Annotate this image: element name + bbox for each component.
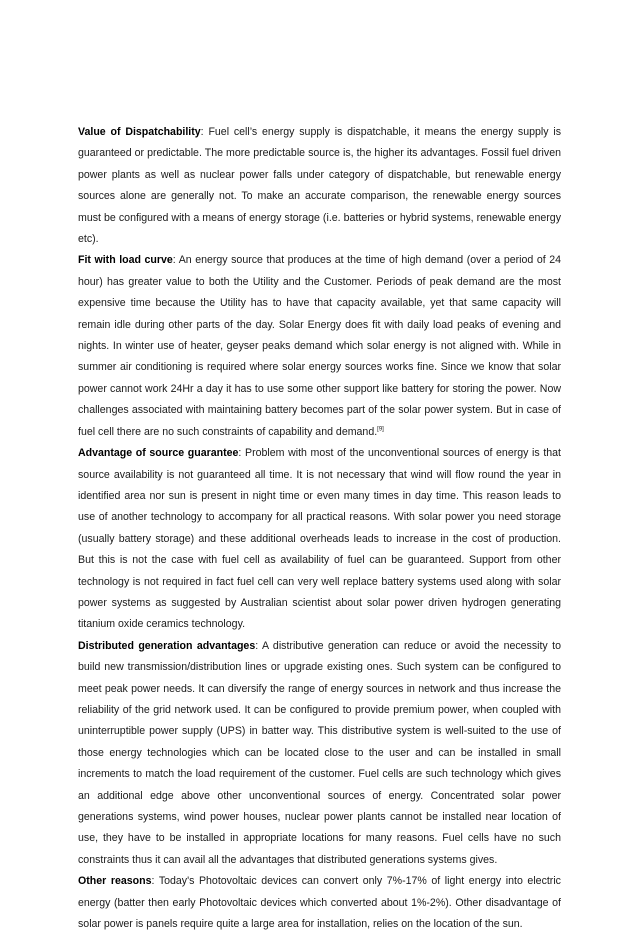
paragraph-text: A distributive generation can reduce or avoid the necessity to build new transmission/distribution lines or upgrade existing ones. Such system can be configured to meet peak power needs. It can diversify the range of energy sources in network and thus increase the reliability of the grid network used. It can be configured to provide premium power, when coupled with uninterruptible power supply (UPS) in batter way. This distributive system is well-suited to the use of those energy technologies which can be located close to the user and can be installed in small increments to match the load requirement of the customer. Fuel cells are such technology which gives an additional edge above other unconventional sources of energy. Concentrated solar power generations systems, wind power houses, nuclear power plants cannot be installed near location of use, they have to be installed in appropriate locations for many reasons. Fuel cells have no such constraints thus it can avail all the advantages that distributed generations systems gives. — [78, 639, 561, 866]
paragraph-heading: Advantage of source guarantee — [78, 447, 239, 460]
paragraph-dispatchability — [78, 122, 561, 250]
paragraph-heading: Fit with load curve — [78, 254, 173, 267]
paragraph-other-reasons — [78, 871, 561, 935]
paragraph-load-curve — [78, 250, 561, 443]
heading-separator: : — [238, 447, 245, 460]
paragraph-heading: Distributed generation advantages — [78, 639, 256, 652]
paragraph-source-guarantee — [78, 443, 561, 636]
paragraph-text: Fuel cell’s energy supply is dispatchable, it means the energy supply is guaranteed or predictable. The more predictable source is, the higher its advantages. Fossil fuel driven power plants as well as nuclear power falls under category of dispatchable, but renewable energy sources alone are generally not. To make an accurate comparison, the renewable energy sources must be configured with a means of energy storage (i.e. batteries or hybrid systems, renewable energy etc). — [78, 126, 561, 246]
heading-separator: : — [151, 875, 159, 888]
heading-separator: : — [172, 254, 179, 267]
paragraph-heading: Other reasons — [78, 875, 152, 888]
paragraph-text: Today's Photovoltaic devices can convert only 7%-17% of light energy into electric energy (batter then early Photovoltaic devices which converted about 1%-2%). Other disadvantage of solar power is panels require quite a large area for installation, relies on the location of the sun. — [78, 875, 561, 931]
paragraph-distributed-generation — [78, 636, 561, 871]
citation-reference: [9] — [377, 426, 384, 433]
paragraph-heading: Value of Dispatchability — [78, 126, 201, 138]
paragraph-text: Problem with most of the unconventional sources of energy is that source availability is not guaranteed all time. It is not necessary that wind will flow round the year in identified area nor sun is present in night time or even many times in day time. This reason leads to use of another technology to accompany for all practical reasons. With solar power you need storage (usually battery storage) and these additional overheads leads to increase in the cost of production. But this is not the case with fuel cell as availability of fuel can be guaranteed. Support from other technology is not required in fact fuel cell can very well replace battery systems used along with solar power systems as suggested by Australian scientist about solar power driven hydrogen generating titanium oxide ceramics technology. — [78, 447, 562, 631]
heading-separator: : — [255, 639, 263, 652]
heading-separator: : — [200, 126, 209, 138]
document-body — [78, 122, 561, 935]
paragraph-text: An energy source that produces at the time of high demand (over a period of 24 hour) has greater value to both the Utility and the Customer. Periods of peak demand are the most expensive time because the Utility has to have that capacity available, yet that same capacity will remain idle during other parts of the day. Solar Energy does fit with daily load peaks of evening and nights. In winter use of heater, geyser peaks demand which solar energy is not aligned with. While in summer air conditioning is required where solar energy sources works fine. Since we know that solar power cannot work 24Hr a day it has to use some other support like battery for storing the power. Now challenges associated with maintaining battery becomes part of the solar power system. But in case of fuel cell there are no such constraints of capability and demand. — [78, 254, 561, 438]
